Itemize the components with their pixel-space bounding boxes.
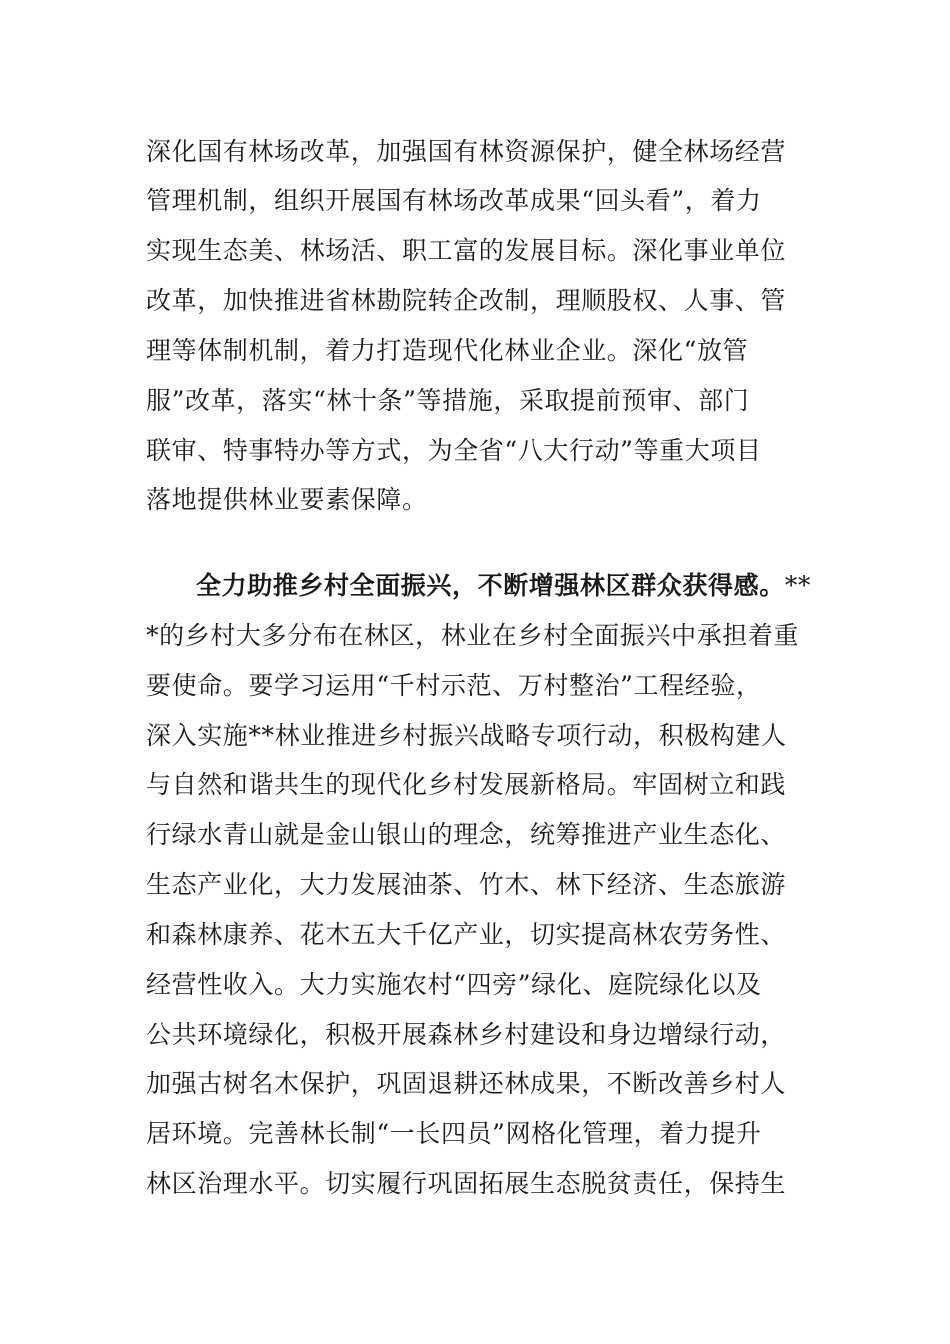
paragraph-2-line-5: 行绿水青山就是金山银山的理念，统筹推进产业生态化、 (146, 820, 787, 849)
paragraph-1-line-4: 改革，加快推进省林勘院转企改制，理顺股权、人事、管 (146, 286, 787, 315)
paragraph-2-line-11: 居环境。完善林长制“一长四员”网格化管理，着力提升 (146, 1119, 762, 1148)
paragraph-1-line-3: 实现生态美、林场活、职工富的发展目标。深化事业单位 (146, 236, 787, 265)
paragraph-1-line-7: 联审、特事特办等方式，为全省“八大行动”等重大项目 (146, 436, 762, 465)
paragraph-2-line-10: 加强古树名木保护，巩固退耕还林成果，不断改善乡村人 (146, 1069, 787, 1098)
paragraph-2-line-8: 经营性收入。大力实施农村“四旁”绿化、庭院绿化以及 (146, 970, 762, 999)
paragraph-2-heading-tail: ** (784, 571, 812, 600)
paragraph-2-line-12: 林区治理水平。切实履行巩固拓展生态脱贫责任，保持生 (146, 1169, 787, 1198)
paragraph-1-line-5: 理等体制机制，着力打造现代化林业企业。深化“放管 (146, 336, 749, 365)
paragraph-2-line-2: 要使命。要学习运用“千村示范、万村整治”工程经验， (146, 671, 762, 700)
paragraph-2-line-1: *的乡村大多分布在林区，林业在乡村全面振兴中承担着重 (146, 621, 800, 650)
paragraph-2-line-4: 与自然和谐共生的现代化乡村发展新格局。牢固树立和践 (146, 770, 787, 799)
paragraph-2-line-9: 公共环境绿化，积极开展森林乡村建设和身边增绿行动， (146, 1020, 787, 1049)
paragraph-1-line-8: 落地提供林业要素保障。 (146, 485, 428, 514)
paragraph-2-line-3: 深入实施**林业推进乡村振兴战略专项行动，积极构建人 (146, 721, 787, 750)
paragraph-2-first-line (196, 570, 811, 602)
paragraph-1-line-2: 管理机制，组织开展国有林场改革成果“回头看”，着力 (146, 186, 762, 215)
paragraph-1-line-6: 服”改革，落实“林十条”等措施，采取提前预审、部门 (146, 386, 750, 415)
paragraph-2-line-6: 生态产业化，大力发展油茶、竹木、林下经济、生态旅游 (146, 870, 787, 899)
paragraph-2-heading: 全力助推乡村全面振兴，不断增强林区群众获得感。 (196, 571, 785, 600)
paragraph-1-line-1: 深化国有林场改革，加强国有林资源保护，健全林场经营 (146, 137, 787, 166)
paragraph-2-line-7: 和森林康养、花木五大千亿产业，切实提高林农劳务性、 (146, 920, 787, 949)
